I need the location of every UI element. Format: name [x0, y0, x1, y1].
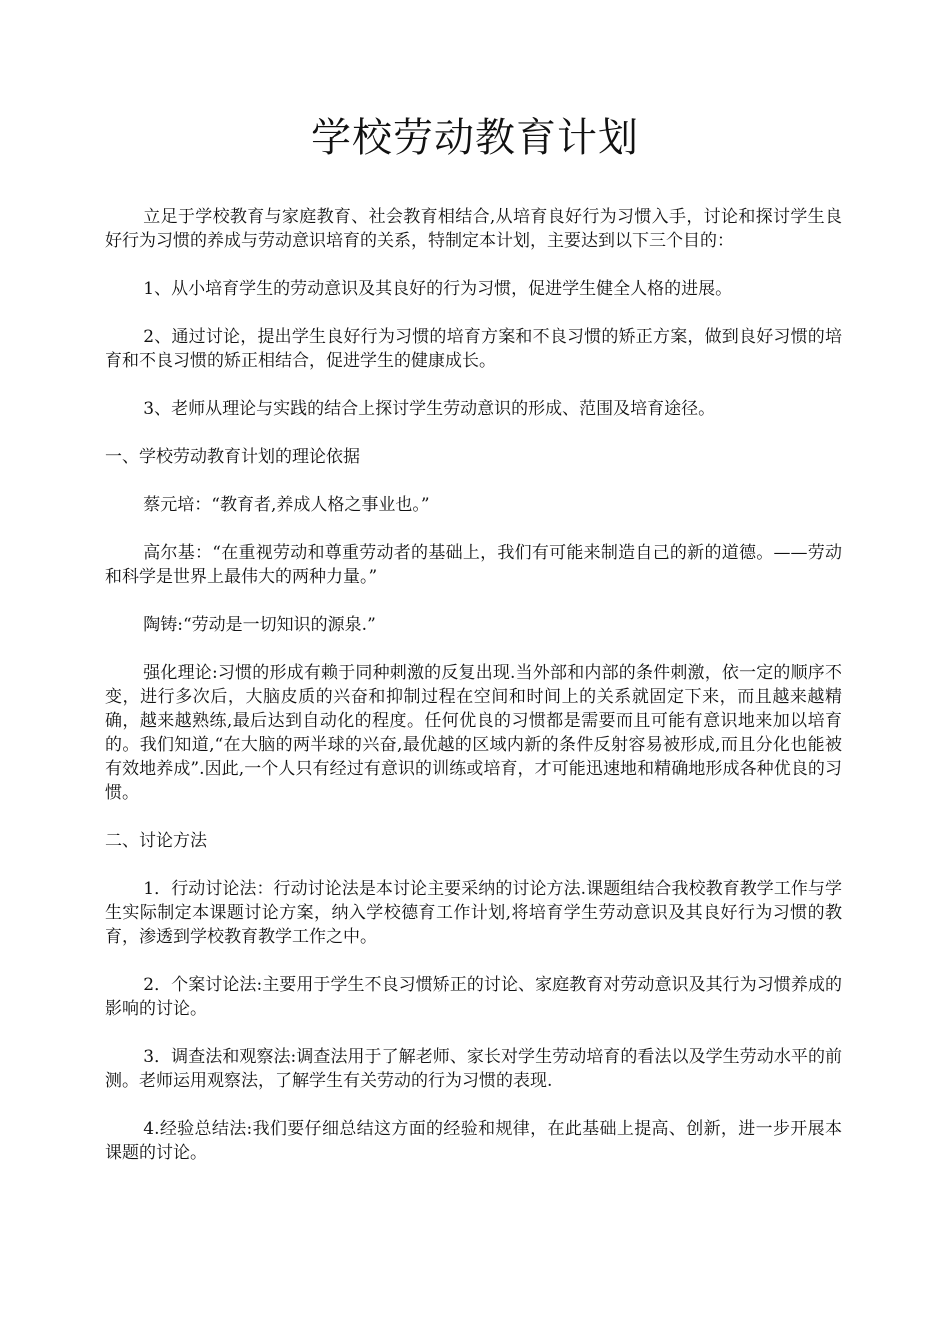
quote-tao-zhu: 陶铸:“劳动是一切知识的源泉.”	[143, 615, 376, 635]
document-title: 学校劳动教育计划	[311, 115, 639, 161]
document-body	[105, 205, 842, 1189]
method-item-1: 1．行动讨论法：行动讨论法是本讨论主要采纳的讨论方法.课题组结合我校教育教学工作与学生实际制定本课题讨论方案，纳入学校德育工作计划,将培育学生劳动意识及其良好行为习惯的教育，渗透到学校教育教学工作之中。	[105, 879, 842, 947]
goal-item-3: 3、老师从理论与实践的结合上探讨学生劳动意识的形成、范围及培育途径。	[143, 399, 716, 419]
section-heading-methods: 二、讨论方法	[105, 831, 207, 851]
method-item-4: 4.经验总结法:我们要仔细总结这方面的经验和规律，在此基础上提高、创新，进一步开展本课题的讨论。	[105, 1119, 842, 1163]
method-item-2: 2．个案讨论法:主要用于学生不良习惯矫正的讨论、家庭教育对劳动意识及其行为习惯养成的影响的讨论。	[105, 975, 842, 1019]
goal-item-2: 2、通过讨论，提出学生良好行为习惯的培育方案和不良习惯的矫正方案，做到良好习惯的培育和不良习惯的矫正相结合，促进学生的健康成长。	[105, 327, 842, 371]
goal-item-1: 1、从小培育学生的劳动意识及其良好的行为习惯，促进学生健全人格的进展。	[143, 279, 733, 299]
quote-gorky: 高尔基：“在重视劳动和尊重劳动者的基础上，我们有可能来制造自己的新的道德。——劳动和科学是世界上最伟大的两种力量。”	[105, 543, 842, 587]
reinforcement-theory-paragraph: 强化理论:习惯的形成有赖于同种刺激的反复出现.当外部和内部的条件刺激，依一定的顺序不变，进行多次后，大脑皮质的兴奋和抑制过程在空间和时间上的关系就固定下来，而且越来越精确，越来越熟练,最后达到自动化的程度。任何优良的习惯都是需要而且可能有意识地来加以培育的。我们知道,“在大脑的两半球的兴奋,最优越的区域内新的条件反射容易被形成,而且分化也能被有效地养成”.因此,一个人只有经过有意识的训练或培育，才可能迅速地和精确地形成各种优良的习惯。	[105, 663, 842, 803]
intro-paragraph: 立足于学校教育与家庭教育、社会教育相结合,从培育良好行为习惯入手，讨论和探讨学生良好行为习惯的养成与劳动意识培育的关系，特制定本计划，主要达到以下三个目的：	[105, 207, 842, 251]
section-heading-theory: 一、学校劳动教育计划的理论依据	[105, 447, 360, 467]
method-item-3: 3．调查法和观察法:调查法用于了解老师、家长对学生劳动培育的看法以及学生劳动水平的前测。老师运用观察法，了解学生有关劳动的行为习惯的表现.	[105, 1047, 842, 1091]
quote-cai-yuanpei: 蔡元培：“教育者,养成人格之事业也。”	[143, 495, 430, 515]
